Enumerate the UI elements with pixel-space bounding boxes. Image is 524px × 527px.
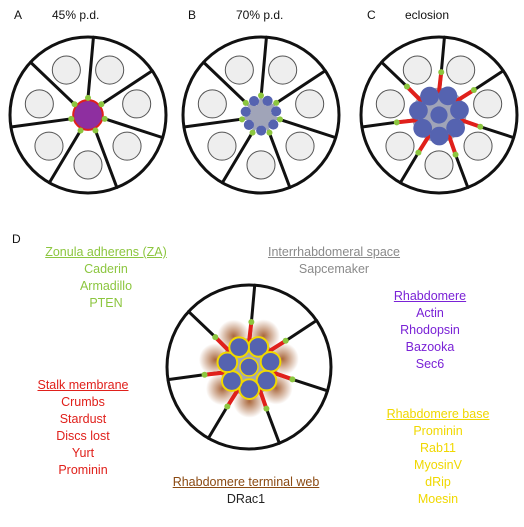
zonula-adherens (92, 127, 98, 133)
nucleus (425, 151, 453, 179)
zonula-adherens (453, 152, 459, 158)
panel-letter-d: D (12, 232, 21, 246)
nucleus (403, 56, 431, 84)
zonula-adherens (273, 100, 279, 106)
panel-caption-c: eclosion (405, 8, 450, 22)
rhabdomere-base-item: Prominin (413, 424, 463, 438)
zonula-adherens (277, 116, 283, 122)
nucleus (25, 90, 53, 118)
zonula-adherens (438, 69, 444, 75)
zonula-adherens (415, 150, 421, 156)
interrhabdomeral-item: Sapcemaker (298, 262, 370, 276)
za-group (36, 244, 176, 312)
ommatidium-b (183, 37, 339, 193)
rhabdomere-title: Rhabdomere (393, 289, 467, 303)
rhabdomere-item: Sec6 (415, 357, 445, 371)
zonula-adherens (471, 87, 477, 93)
zonula-adherens (250, 130, 256, 136)
stalk-membrane-item: Yurt (71, 446, 95, 460)
zonula-adherens (404, 84, 410, 90)
stalk-membrane-item: Prominin (58, 463, 108, 477)
zonula-adherens (202, 372, 208, 378)
nucleus (123, 90, 151, 118)
zonula-adherens (263, 406, 269, 412)
rhabdomere (222, 371, 242, 391)
zonula-adherens (289, 376, 295, 382)
zonula-adherens (78, 127, 84, 133)
rhabdomere-base-group (372, 406, 504, 508)
zonula-adherens (248, 319, 254, 325)
rhabdomere-base-item: Moesin (417, 492, 459, 506)
nucleus (208, 132, 236, 160)
zonula-adherens (266, 130, 272, 136)
nucleus (35, 132, 63, 160)
rhabdomere (413, 119, 432, 138)
zonula-adherens (477, 124, 483, 130)
ommatidium-c (361, 37, 517, 193)
rhabdomere (446, 119, 465, 138)
rhabdomere-item: Actin (416, 306, 444, 320)
rhabdomere (241, 107, 251, 117)
nucleus (225, 56, 253, 84)
nucleus (296, 90, 324, 118)
rhabdomere (249, 96, 259, 106)
rhabdomere-item: Rhodopsin (400, 323, 460, 337)
nucleus (113, 132, 141, 160)
nucleus (376, 90, 404, 118)
rhabdomere-central (430, 106, 447, 123)
nucleus (52, 56, 80, 84)
nucleus (386, 132, 414, 160)
nucleus (269, 56, 297, 84)
rhabdomere-central (240, 358, 258, 376)
stalk-membrane-item: Discs lost (56, 429, 110, 443)
nucleus (286, 132, 314, 160)
za-item: PTEN (89, 296, 123, 310)
rhabdomere (268, 120, 278, 130)
rhabdomere (256, 126, 266, 136)
zonula-adherens (239, 116, 245, 122)
zonula-adherens (102, 116, 108, 122)
panel-letter-a: A (14, 8, 23, 22)
panel-letter-c: C (367, 8, 376, 22)
rhabdomere-base-item: dRip (425, 475, 451, 489)
zonula-adherens (394, 119, 400, 125)
nucleus (464, 132, 492, 160)
rhabdomere (430, 127, 449, 146)
rhabdomere (450, 101, 469, 120)
rhabdomere (420, 87, 439, 106)
nucleus (74, 151, 102, 179)
zonula-adherens (68, 116, 74, 122)
zonula-adherens (98, 101, 104, 107)
terminal-web-title: Rhabdomere terminal web (172, 475, 320, 489)
nucleus (198, 90, 226, 118)
rhabdomere (271, 106, 281, 116)
rhabdomere-base-item: Rab11 (420, 441, 456, 455)
stalk-membrane-group (28, 377, 138, 479)
za-title: Zonula adherens (ZA) (45, 245, 167, 259)
stalk-membrane-item: Crumbs (61, 395, 105, 409)
ommatidium-d (167, 285, 331, 449)
zonula-adherens (283, 338, 289, 344)
terminal-web-group (156, 474, 336, 508)
zonula-adherens (224, 404, 230, 410)
nucleus (474, 90, 502, 118)
rhabdomere-group (380, 288, 480, 373)
rhabdomere-base-title: Rhabdomere base (386, 407, 490, 421)
za-item: Armadillo (79, 279, 133, 293)
stalk-membrane-title: Stalk membrane (37, 378, 129, 392)
terminal-web-item: DRac1 (226, 492, 266, 506)
zonula-adherens (212, 334, 218, 340)
ommatidium-a (10, 37, 166, 193)
zonula-adherens (85, 95, 91, 101)
zonula-adherens (258, 93, 264, 99)
rhabdomere-item: Bazooka (405, 340, 455, 354)
za-item: Caderin (84, 262, 128, 276)
rhabdomere (229, 337, 249, 357)
zonula-adherens (72, 101, 78, 107)
nucleus (247, 151, 275, 179)
nucleus (96, 56, 124, 84)
stalk-membrane-item: Stardust (59, 412, 107, 426)
interrhabdomeral-group (254, 244, 414, 278)
rhabdomere-base-item: MyosinV (414, 458, 462, 472)
rhabdomere (261, 352, 281, 372)
panel-caption-b: 70% p.d. (236, 8, 284, 22)
panel-caption-a: 45% p.d. (52, 8, 100, 22)
panel-letter-b: B (188, 8, 197, 22)
interrhabdomeral-title: Interrhabdomeral space (267, 245, 401, 259)
apical-membrane (73, 100, 103, 130)
rhabdomere (263, 96, 273, 106)
zonula-adherens (243, 100, 249, 106)
rhabdomere (244, 120, 254, 130)
nucleus (447, 56, 475, 84)
stalk-membrane (205, 372, 225, 374)
